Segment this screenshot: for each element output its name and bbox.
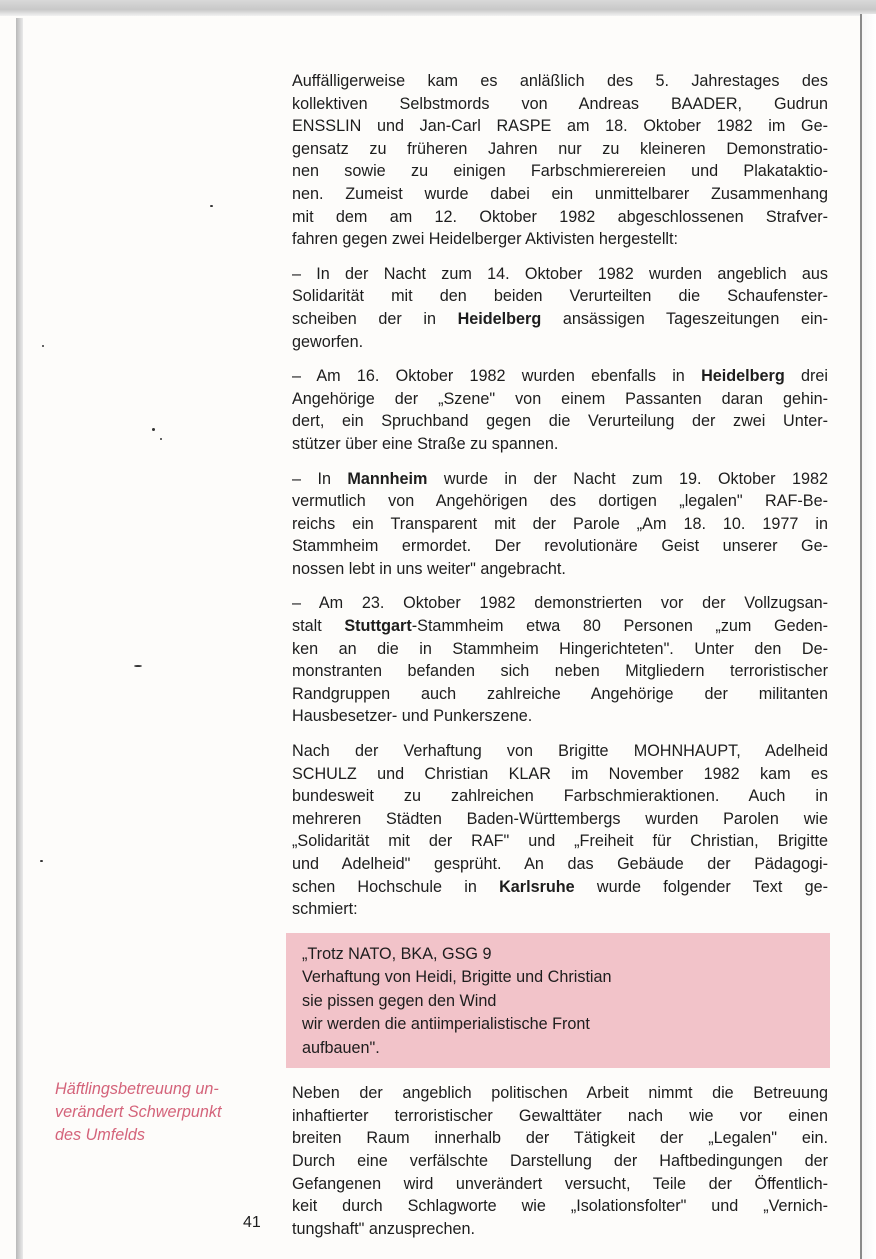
text-line: Gefangenen wird unverändert versucht, Teile der Öffentlich- (292, 1174, 828, 1193)
text-line: inhaftierter terroristischer Gewalttäter nach wie vor einen (292, 1106, 828, 1125)
text-line: geworfen. (292, 332, 364, 351)
body-paragraphs (292, 70, 828, 921)
scan-speck (152, 428, 155, 431)
margin-note-line: Häftlingsbetreuung un- (55, 1080, 219, 1098)
text-line: – Am 23. Oktober 1982 demonstrierten vor der Vollzugsan- (292, 594, 828, 613)
text-line: SCHULZ und Christian KLAR im November 1982 kam es (292, 764, 828, 783)
scan-edge-left (16, 18, 23, 1259)
scan-speck (160, 438, 162, 440)
text-line: gensatz zu früheren Jahren nur zu kleineren Demonstratio- (292, 139, 828, 158)
bold-place-name: Heidelberg (701, 367, 785, 386)
quote-line: aufbauen". (302, 1038, 380, 1057)
text-line: stalt Stuttgart-Stammheim etwa 80 Personen „zum Geden- (292, 617, 829, 636)
text-line: stützer über eine Straße zu spannen. (292, 434, 559, 453)
paragraph (292, 740, 828, 921)
text-line: dert, ein Spruchband gegen die Verurteilung der zwei Unter- (292, 412, 828, 431)
text-line: tungshaft" anzusprechen. (292, 1219, 476, 1238)
paragraph (292, 70, 828, 251)
paragraph (292, 592, 828, 728)
text-line: kollektiven Selbstmords von Andreas BAADER, Gudrun (292, 94, 828, 113)
scan-speck (210, 205, 213, 207)
main-text-column (292, 70, 828, 1252)
text-line: bundesweit zu zahlreichen Farbschmieraktionen. Auch in (292, 787, 828, 806)
text-line: ken an die in Stammheim Hingerichteten". Unter den De- (292, 639, 828, 658)
paragraph (292, 263, 828, 353)
graffiti-quote-box (286, 933, 830, 1069)
text-line: monstranten befanden sich neben Mitgliedern terroristischer (292, 662, 828, 681)
text-line: schen Hochschule in Karlsruhe wurde folgender Text ge- (292, 877, 828, 896)
text-line: mehreren Städten Baden-Württembergs wurden Parolen wie (292, 809, 828, 828)
text-line: mit dem am 12. Oktober 1982 abgeschlossenen Strafver- (292, 207, 828, 226)
text-line: Solidarität mit den beiden Verurteilten die Schaufenster- (292, 287, 828, 306)
text-line: Durch eine verfälschte Darstellung der Haftbedingungen der (292, 1152, 828, 1171)
text-line: reichs ein Transparent mit der Parole „Am 18. 10. 1977 in (292, 514, 828, 533)
text-line: Stammheim ermordet. Der revolutionäre Geist unserer Ge- (292, 537, 828, 556)
text-line: Angehörige der „Szene" von einem Passanten daran gehin- (292, 389, 828, 408)
text-line: Auffälligerweise kam es anläßlich des 5. Jahrestages des (292, 72, 828, 90)
text-line: nen. Zumeist wurde dabei ein unmittelbarer Zusammenhang (292, 184, 828, 203)
scan-speck (134, 665, 142, 667)
margin-note-line: verändert Schwerpunkt (55, 1103, 222, 1121)
margin-note (55, 1078, 275, 1147)
paragraph (292, 1082, 828, 1240)
bold-place-name: Heidelberg (457, 309, 542, 328)
final-paragraph (292, 1082, 828, 1240)
text-line: nossen lebt in uns weiter" angebracht. (292, 559, 566, 578)
text-line: vermutlich von Angehörigen des dortigen „legalen" RAF-Be- (292, 492, 828, 511)
text-line: scheiben der in Heidelberg ansässigen Tageszeitungen ein- (292, 309, 828, 328)
bold-place-name: Mannheim (347, 469, 428, 488)
text-line: Neben der angeblich politischen Arbeit nimmt die Betreuung (292, 1084, 828, 1103)
text-line: nen sowie zu einigen Farbschmierereien und Plakataktio- (292, 162, 828, 181)
text-line: breiten Raum innerhalb der Tätigkeit der „Legalen" ein. (292, 1129, 828, 1148)
text-line: und Adelheid" gesprüht. An das Gebäude der Pädagogi- (292, 855, 828, 873)
text-line: Randgruppen auch zahlreiche Angehörige der militanten (292, 684, 828, 703)
text-line: Nach der Verhaftung von Brigitte MOHNHAUPT, Adelheid (292, 742, 828, 761)
text-line: – In der Nacht zum 14. Oktober 1982 wurden angeblich aus (292, 264, 828, 283)
quote-line: wir werden die antiimperialistische Front (302, 1015, 590, 1034)
scan-edge-top (0, 0, 876, 16)
page-number: 41 (243, 1214, 261, 1231)
text-line: keit durch Schlagworte wie „Isolationsfolter" und „Vernich- (292, 1197, 828, 1216)
paragraph (292, 365, 828, 455)
margin-note-line: des Umfelds (55, 1126, 145, 1144)
text-line: – In Mannheim wurde in der Nacht zum 19. Oktober 1982 (292, 469, 829, 488)
quote-line: „Trotz NATO, BKA, GSG 9 (302, 944, 492, 963)
scan-speck (42, 345, 44, 347)
bold-place-name: Stuttgart (344, 617, 412, 636)
scan-edge-right (860, 14, 862, 1259)
text-line: ENSSLIN und Jan-Carl RASPE am 18. Oktober 1982 im Ge- (292, 117, 828, 136)
text-line: Hausbesetzer- und Punkerszene. (292, 707, 533, 726)
scan-speck (40, 860, 43, 862)
bold-place-name: Karlsruhe (499, 877, 575, 896)
text-line: – Am 16. Oktober 1982 wurden ebenfalls in Heidelberg drei (292, 367, 829, 386)
quote-line: Verhaftung von Heidi, Brigitte und Christian (302, 968, 612, 987)
quote-line: sie pissen gegen den Wind (302, 991, 497, 1010)
text-line: schmiert: (292, 900, 358, 919)
text-line: „Solidarität mit der RAF" und „Freiheit für Christian, Brigitte (292, 832, 828, 851)
text-line: fahren gegen zwei Heidelberger Aktivisten hergestellt: (292, 230, 679, 249)
paragraph (292, 468, 828, 581)
scan-edge-right-outer (862, 14, 876, 1259)
